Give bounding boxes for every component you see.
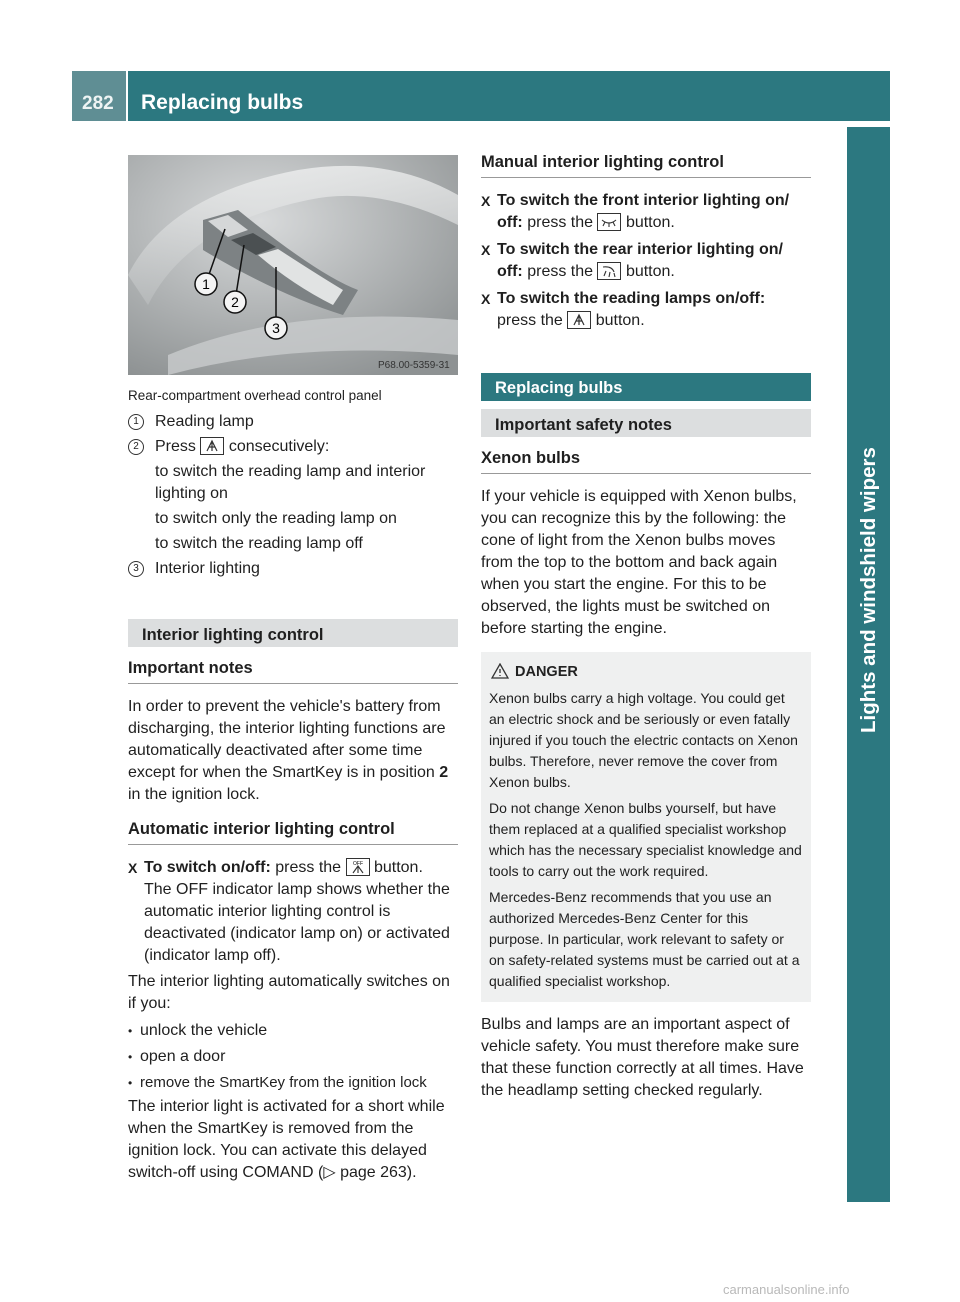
section-bar-safety-notes: Important safety notes — [481, 409, 811, 437]
list-item: • remove the SmartKey from the ignition lock — [128, 1074, 427, 1091]
danger-box — [481, 652, 811, 1002]
callout-2-label: 2 — [231, 294, 239, 310]
auto-switches-text: The interior lighting automatically switches on if you: — [128, 973, 450, 1012]
rear-lighting-instruction: X To switch the rear interior lighting on/ off: press the button. — [481, 241, 783, 280]
legend-number: 1 — [128, 414, 144, 430]
page-header — [72, 71, 890, 121]
section-bar-interior-lighting: Interior lighting control — [128, 619, 458, 647]
page-reference-link[interactable]: page 263 — [340, 1164, 407, 1181]
legend-text: Reading lamp — [155, 413, 254, 430]
bulbs-paragraph: Bulbs and lamps are an important aspect of vehicle safety. You must therefore make sure that these function correctly at all times. Have the headlamp setting checked regularly. — [481, 1016, 804, 1099]
figure-code: P68.00-5359-31 — [378, 360, 450, 371]
right-column — [481, 151, 811, 1102]
auto-description: The OFF indicator lamp shows whether the automatic interior lighting control is deactivated (indicator lamp on) or activated (indicator lamp off). — [144, 881, 450, 964]
list-item: • unlock the vehicle — [128, 1022, 268, 1039]
danger-paragraph: Do not change Xenon bulbs yourself, but have them replaced at a qualified specialist workshop which has the necessary specialist knowledge and tools to carry out the work required. — [489, 800, 802, 879]
action-arrow-icon: X — [481, 193, 491, 209]
reading-lamps-instruction: X To switch the reading lamps on/off: press the button. — [481, 290, 766, 329]
legend-subtext: to switch the reading lamp and interior lighting on — [155, 463, 426, 502]
legend-text: Press — [155, 438, 196, 455]
automatic-control-heading: Automatic interior lighting control — [128, 818, 458, 845]
callout-1-label: 1 — [202, 276, 210, 292]
important-notes-heading: Important notes — [128, 657, 458, 684]
chapter-title: Lights and windshield wipers — [857, 447, 880, 733]
legend-subtext: to switch only the reading lamp on — [155, 510, 397, 527]
rear-light-button-icon — [597, 262, 621, 280]
section-bar-replacing-bulbs: Replacing bulbs — [481, 373, 811, 401]
legend-subtext: to switch the reading lamp off — [155, 535, 363, 552]
page-number: 282 — [82, 93, 114, 114]
page-number-box — [72, 71, 126, 121]
action-arrow-icon: X — [128, 860, 138, 876]
legend — [128, 411, 458, 580]
front-light-button-icon — [597, 213, 621, 231]
front-lighting-instruction: X To switch the front interior lighting on/ off: press the button. — [481, 192, 790, 231]
reading-lamp-button-icon — [200, 437, 224, 455]
watermark: carmanualsonline.info — [723, 1282, 850, 1297]
page-title: Replacing bulbs — [141, 91, 304, 114]
xenon-paragraph: If your vehicle is equipped with Xenon bulbs, you can recognize this by the following: the cone of light from the Xenon bulbs moves from the top to the bottom and back again when you start the engine. For this to be observed, the lights must be switched on before starting the engine. — [481, 488, 797, 637]
photo-illustration — [128, 155, 458, 375]
legend-item — [128, 411, 458, 433]
legend-item — [128, 558, 458, 580]
header-title-box — [128, 71, 890, 121]
action-arrow-icon: X — [481, 242, 491, 258]
page-ref-icon: ▷ — [323, 1164, 341, 1181]
reading-lamp-button-icon — [567, 311, 591, 329]
left-column — [128, 155, 458, 1184]
danger-paragraph: Mercedes-Benz recommends that you use an authorized Mercedes-Benz Center for this purpose. In particular, work relevant to safety or on safety-related systems must be carried out at a qualified specialist workshop. — [489, 889, 800, 989]
action-arrow-icon: X — [481, 291, 491, 307]
danger-paragraph: Xenon bulbs carry a high voltage. You could get an electric shock and be seriously or even fatally injured if you touch the electric contacts on Xenon bulbs. Therefore, never remove the cover from Xenon bulbs. — [489, 690, 798, 790]
figure-caption: Rear-compartment overhead control panel — [128, 388, 382, 403]
legend-number: 2 — [128, 439, 144, 455]
auto-switch-instruction: X To switch on/off: press the OFF button. The OFF indicator lamp shows whether the automatic interior lighting control is deactivated (indicator lamp on) or activated (indicator lamp off). — [128, 857, 458, 967]
legend-text: consecutively: — [228, 438, 330, 455]
overhead-panel-photo — [128, 155, 458, 375]
xenon-heading: Xenon bulbs — [481, 447, 811, 474]
danger-title: DANGER — [489, 662, 803, 683]
warning-triangle-icon — [491, 663, 509, 679]
svg-text:OFF: OFF — [352, 861, 363, 867]
list-item: • open a door — [128, 1048, 226, 1065]
legend-text: Interior lighting — [155, 560, 260, 577]
notes-paragraph: In order to prevent the vehicle's battery from discharging, the interior lighting functions are automatically deactivated after some time except for when the SmartKey is in position 2 in the ignition lock. — [128, 698, 449, 803]
callout-3-label: 3 — [272, 320, 280, 336]
auto-off-button-icon — [346, 858, 370, 876]
delay-paragraph: The interior light is activated for a short while when the SmartKey is removed from the ignition lock. You can activate this delayed switch-off using COMAND (▷ page 263). — [128, 1098, 445, 1181]
manual-control-heading: Manual interior lighting control — [481, 151, 811, 178]
legend-number: 3 — [128, 561, 144, 577]
legend-item — [128, 436, 458, 555]
